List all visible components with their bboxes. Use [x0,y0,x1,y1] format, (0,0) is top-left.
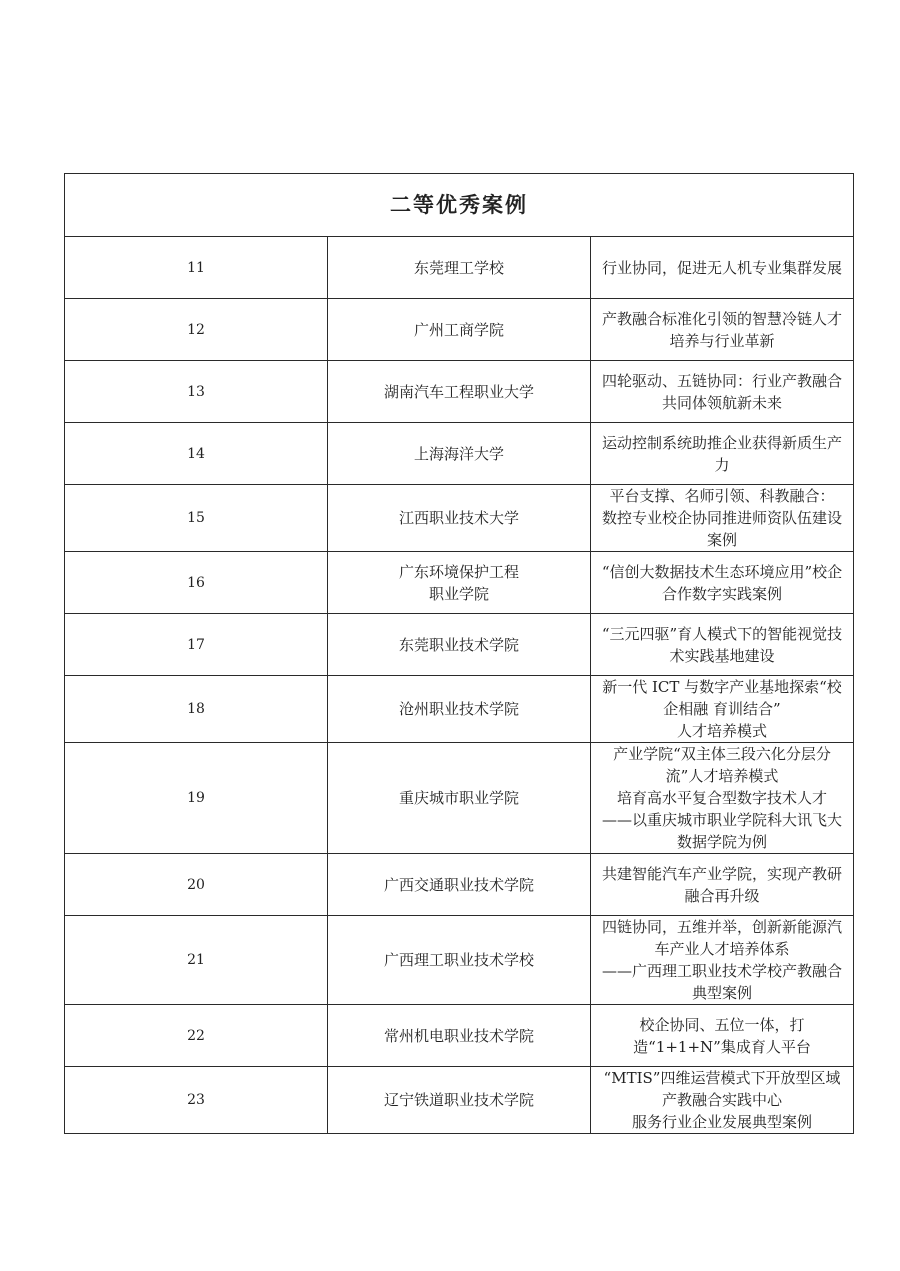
case-title-line: “三元四驱”育人模式下的智能视觉技术实践基地建设 [601,624,843,665]
table-row [65,854,854,916]
case-title-line: 行业协同，促进无人机专业集群发展 [601,258,842,277]
row-number: 16 [65,552,328,614]
table-row [65,1067,854,1134]
table-row [65,299,854,361]
case-title-line: 校企协同、五位一体，打造“1+1+N”集成育人平台 [633,1015,811,1056]
case-title-cell [591,676,854,743]
awards-table [64,173,854,1134]
case-title-cell [591,854,854,916]
school-name-line: 重庆城市职业学院 [398,789,519,807]
school-name-cell [328,854,591,916]
table-row [65,552,854,614]
school-name-cell [328,1005,591,1067]
case-title-line: 四链协同，五维并举，创新新能源汽车产业人才培养体系 [601,918,842,958]
school-name-cell [328,485,591,552]
school-name-line: 辽宁铁道职业技术学院 [383,1091,534,1109]
school-name-line: 湖南汽车工程职业大学 [383,382,534,401]
table-body [65,237,854,1134]
case-title-cell [591,485,854,552]
school-name-cell [328,916,591,1005]
row-number: 17 [65,614,328,676]
case-title-cell [591,361,854,423]
case-title-line: 四轮驱动、五链协同：行业产教融合共同体领航新未来 [601,371,842,412]
row-number: 15 [65,485,328,552]
case-title-line: “MTIS”四维运营模式下开放型区域产教融合实践中心 [603,1069,841,1109]
school-name-line: 广西理工职业技术学校 [383,951,534,969]
table-row [65,676,854,743]
case-title-line: 运动控制系统助推企业获得新质生产力 [601,433,842,474]
case-title-cell [591,1067,854,1134]
table-row [65,743,854,854]
school-name-line: 广西交通职业技术学院 [383,875,534,894]
row-number: 14 [65,423,328,485]
case-title-cell [591,916,854,1005]
school-name-cell [328,552,591,614]
case-title-line: 产业学院“双主体三段六化分层分流”人才培养模式 [613,745,831,785]
case-title-line: 平台支撑、名师引领、科教融合： [609,487,835,505]
case-title-line: “信创大数据技术生态环境应用”校企合作数字实践案例 [601,562,843,603]
school-name-line: 上海海洋大学 [413,444,504,463]
school-name-line: 沧州职业技术学院 [398,700,519,718]
case-title-cell [591,423,854,485]
school-name-line: 东莞理工学校 [413,258,504,277]
row-number: 22 [65,1005,328,1067]
school-name-line: 江西职业技术大学 [398,509,519,527]
case-title-cell [591,299,854,361]
row-number: 18 [65,676,328,743]
case-title-cell [591,1005,854,1067]
case-title-line: 共建智能汽车产业学院，实现产教研融合再升级 [601,864,842,905]
case-title-line: 培育高水平复合型数字技术人才 [616,789,827,807]
case-title-cell [591,614,854,676]
table-row [65,485,854,552]
school-name-cell [328,614,591,676]
case-title-line: ——以重庆城市职业学院科大讯飞大数据学院为例 [601,811,842,851]
row-number: 11 [65,237,328,299]
table-row [65,237,854,299]
case-title-cell [591,552,854,614]
case-title-cell [591,237,854,299]
case-title-line: 新一代 ICT 与数字产业基地探索“校企相融 育训结合” [602,678,842,718]
row-number: 19 [65,743,328,854]
school-name-cell [328,743,591,854]
school-name-line: 广东环境保护工程 [398,562,519,581]
table-row [65,916,854,1005]
table-title: 二等优秀案例 [65,174,854,237]
case-title-line: 产教融合标准化引领的智慧冷链人才培养与行业革新 [601,309,842,350]
table-row [65,361,854,423]
row-number: 13 [65,361,328,423]
school-name-line: 职业学院 [428,584,489,603]
table-row [65,614,854,676]
row-number: 23 [65,1067,328,1134]
school-name-cell [328,1067,591,1134]
school-name-line: 东莞职业技术学院 [398,635,519,654]
row-number: 12 [65,299,328,361]
table-row [65,1005,854,1067]
row-number: 20 [65,854,328,916]
school-name-cell [328,361,591,423]
case-title-cell [591,743,854,854]
case-title-line: 服务行业企业发展典型案例 [631,1113,812,1131]
case-title-line: 数控专业校企协同推进师资队伍建设案例 [601,509,842,549]
case-title-line: 人才培养模式 [676,722,767,740]
school-name-cell [328,423,591,485]
table-row [65,423,854,485]
school-name-line: 广州工商学院 [413,320,504,339]
school-name-cell [328,299,591,361]
school-name-cell [328,676,591,743]
case-title-line: ——广西理工职业技术学校产教融合典型案例 [601,962,842,1002]
row-number: 21 [65,916,328,1005]
school-name-line: 常州机电职业技术学院 [383,1026,534,1045]
school-name-cell [328,237,591,299]
